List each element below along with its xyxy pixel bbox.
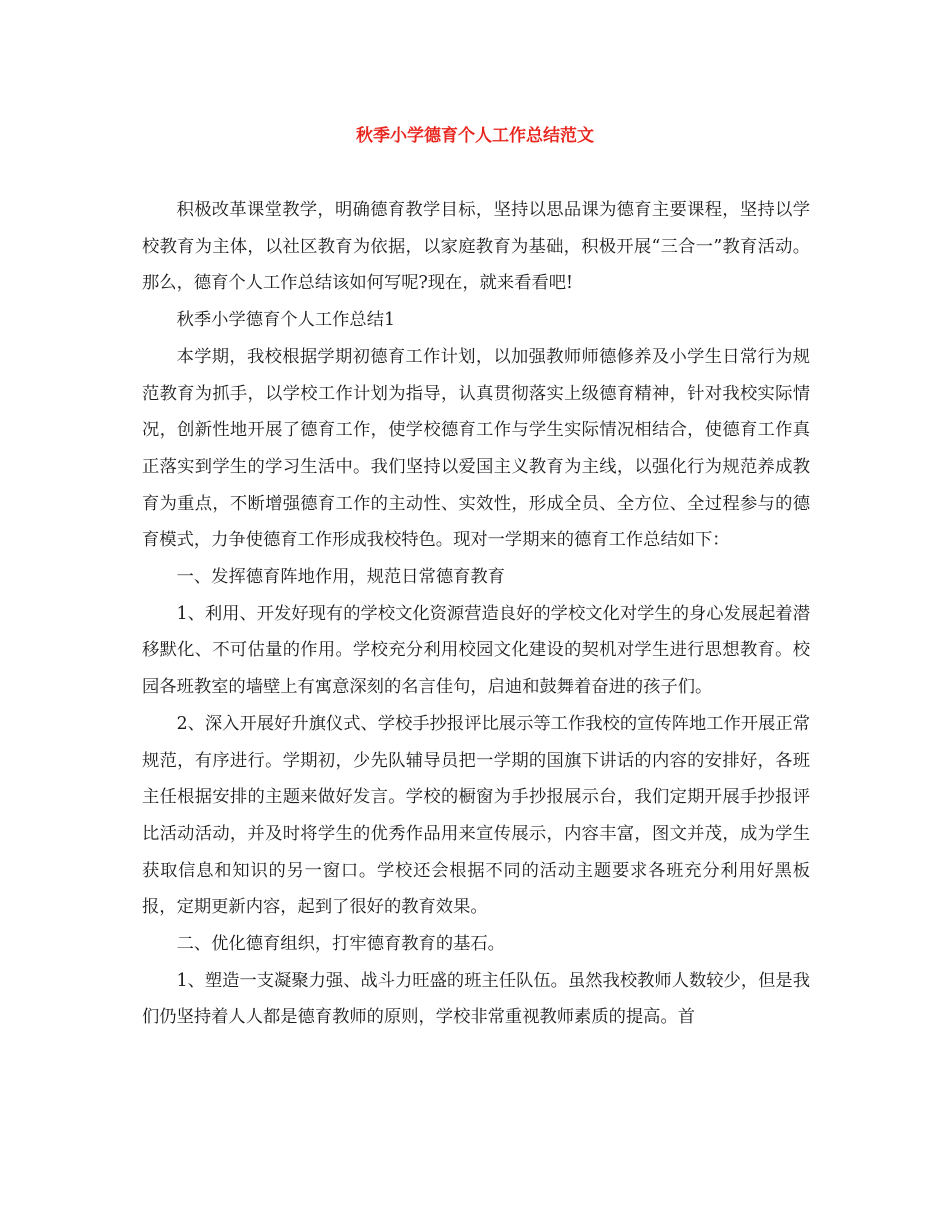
item-2-1-paragraph: 1、塑造一支凝聚力强、战斗力旺盛的班主任队伍。虽然我校教师人数较少，但是我们仍坚持着人人都是德育教师的原则，学校非常重视教师素质的提高。首: [142, 970, 810, 1028]
overview-paragraph: 本学期，我校根据学期初德育工作计划，以加强教师师德修养及小学生日常行为规范教育为抓手，以学校工作计划为指导，认真贯彻落实上级德育精神，针对我校实际情况，创新性地开展了德育工作，使学校德育工作与学生实际情况相结合，使德育工作真正落实到学生的学习生活中。我们坚持以爱国主义教育为主线，以强化行为规范养成教育为重点，不断增强德育工作的主动性、实效性，形成全员、全方位、全过程参与的德育模式，力争使德育工作形成我校特色。现对一学期来的德育工作总结如下：: [142, 346, 810, 551]
item-1-1-paragraph: 1、利用、开发好现有的学校文化资源营造良好的学校文化对学生的身心发展起着潜移默化、不可估量的作用。学校充分利用校园文化建设的契机对学生进行思想教育。校园各班教室的墙壁上有寓意深刻的名言佳句，启迪和鼓舞着奋进的孩子们。: [142, 603, 810, 698]
intro-paragraph: 积极改革课堂教学，明确德育教学目标，坚持以思品课为德育主要课程，坚持以学校教育为主体，以社区教育为依据，以家庭教育为基础，积极开展“三合一”教育活动。那么，德育个人工作总结该如何写呢?现在，就来看看吧!: [142, 200, 810, 294]
heading-two: 二、优化德育组织，打牢德育教育的基石。: [176, 934, 505, 955]
section-title: 秋季小学德育个人工作总结1: [176, 310, 395, 331]
item-1-2-paragraph: 2、深入开展好升旗仪式、学校手抄报评比展示等工作我校的宣传阵地工作开展正常规范，有序进行。学期初，少先队辅导员把一学期的国旗下讲话的内容的安排好，各班主任根据安排的主题来做好发言。学校的橱窗为手抄报展示台，我们定期开展手抄报评比活动活动，并及时将学生的优秀作品用来宣传展示，内容丰富，图文并茂，成为学生获取信息和知识的另一窗口。学校还会根据不同的活动主题要求各班充分利用好黑板报，定期更新内容，起到了很好的教育效果。: [142, 713, 810, 918]
document-body: [142, 192, 810, 1036]
document-title: 秋季小学德育个人工作总结范文: [356, 126, 594, 146]
heading-one: 一、发挥德育阵地作用，规范日常德育教育: [176, 567, 505, 588]
